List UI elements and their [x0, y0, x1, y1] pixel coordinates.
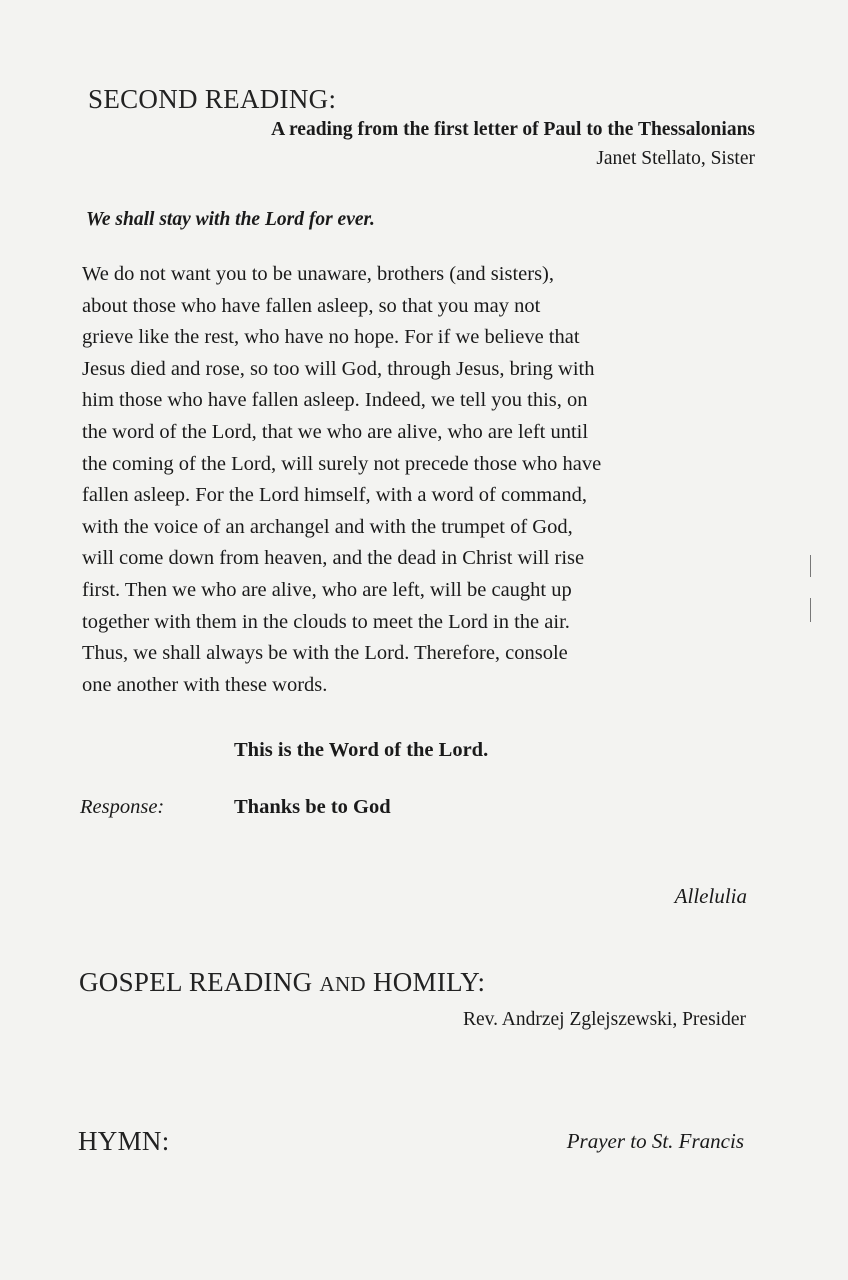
response-text: Thanks be to God — [234, 796, 391, 818]
reading-line: fallen asleep. For the Lord himself, with a word of command, — [82, 484, 587, 507]
reading-line: will come down from heaven, and the dead in Christ will rise — [82, 547, 585, 570]
second-reading-theme: We shall stay with the Lord for ever. — [86, 209, 375, 230]
second-reading-reader: Janet Stellato, Sister — [596, 148, 755, 169]
reading-line: Jesus died and rose, so too will God, through Jesus, bring with — [82, 357, 595, 380]
hymn-name: Prayer to St. Francis — [566, 1129, 744, 1153]
reading-line: about those who have fallen asleep, so that you may not — [82, 294, 541, 317]
margin-mark — [806, 598, 811, 622]
reading-line: him those who have fallen asleep. Indeed, we tell you this, on — [82, 389, 588, 412]
reading-line: Thus, we shall always be with the Lord. Therefore, console — [82, 642, 568, 665]
response-label: Response: — [80, 796, 165, 818]
reading-line: first. Then we who are alive, who are left, will be caught up — [82, 578, 572, 601]
second-reading-heading: SECOND READING: — [88, 84, 337, 114]
gospel-heading-part: AND — [319, 972, 366, 996]
gospel-heading-part: HOMILY: — [365, 967, 486, 997]
reading-line: grieve like the rest, who have no hope. For if we believe that — [82, 326, 580, 349]
reading-body — [82, 259, 742, 701]
reading-line: We do not want you to be unaware, brothers (and sisters), — [82, 263, 555, 285]
word-of-the-lord: This is the Word of the Lord. — [234, 739, 489, 761]
reading-line: with the voice of an archangel and with the trumpet of God, — [82, 515, 573, 538]
hymn-heading: HYMN: — [78, 1126, 170, 1156]
reading-line: the word of the Lord, that we who are alive, who are left until — [82, 420, 589, 443]
reading-line: the coming of the Lord, will surely not precede those who have — [82, 452, 602, 475]
reading-line: one another with these words. — [82, 673, 328, 696]
gospel-heading-part: GOSPEL READING — [79, 967, 320, 997]
alleluia-label: Allelulia — [674, 884, 747, 908]
second-reading-subtitle: A reading from the first letter of Paul to the Thessalonians — [271, 119, 755, 140]
gospel-heading — [79, 967, 485, 998]
gospel-presider: Rev. Andrzej Zglejszewski, Presider — [462, 1009, 746, 1030]
margin-mark — [806, 555, 811, 577]
reading-line: together with them in the clouds to meet the Lord in the air. — [82, 610, 570, 633]
